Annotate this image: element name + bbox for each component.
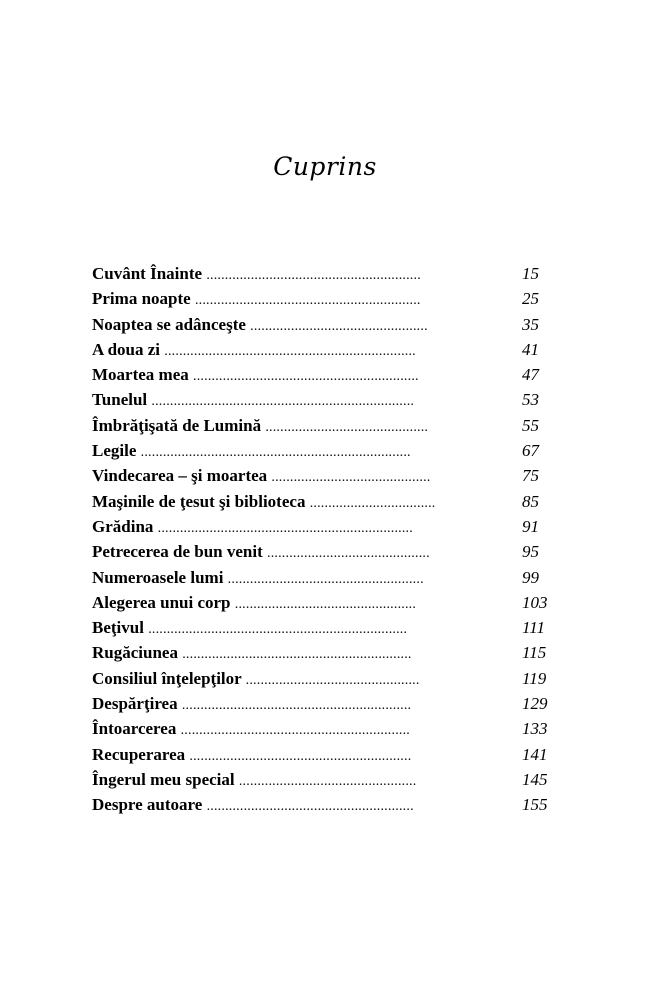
toc-leader-dots: ............................................................ [189, 748, 412, 764]
toc-entry [92, 463, 512, 490]
toc-row [92, 286, 562, 311]
toc-leader-dots: ............................................ [265, 419, 429, 435]
toc-entry [92, 539, 512, 566]
toc-row [92, 413, 562, 438]
toc-leader-dots: ......................................................................... [140, 445, 411, 461]
toc-title: Moartea mea [92, 365, 194, 385]
toc-entry [92, 691, 512, 718]
toc-leader-dots: .......................................................... [206, 268, 421, 283]
toc-entry [92, 438, 512, 465]
toc-page-number: 85 [522, 491, 539, 511]
toc-page-number: 95 [522, 542, 539, 562]
toc-title: Îngerul meu special [92, 769, 239, 789]
toc-entry [92, 590, 512, 617]
toc-leader-dots: ................................................. [234, 596, 417, 612]
toc-entry [92, 337, 512, 364]
toc-title: Consiliul înţelepţilor [92, 668, 246, 688]
toc-entry [92, 362, 512, 389]
toc-leader-dots: .............................................................. [181, 698, 412, 714]
toc-page-number: 67 [522, 441, 539, 461]
toc-title: Îmbrăţişată de Lumină [92, 415, 266, 435]
toc-leader-dots: ........................................................ [206, 799, 414, 815]
toc-page-number: 91 [522, 516, 539, 536]
toc-title: Despărţirea [92, 694, 182, 714]
toc-title: Cuvânt Înainte [92, 264, 207, 283]
toc-entry [92, 792, 512, 819]
toc-leader-dots: .............................................................. [180, 723, 411, 739]
toc-leader-dots: ..................................................... [227, 571, 424, 587]
toc-leader-dots: .................................................................... [164, 343, 416, 359]
toc-leader-dots: ................................................ [250, 318, 428, 334]
toc-entry [92, 666, 512, 693]
toc-leader-dots: ............................................ [267, 546, 430, 562]
toc-leader-dots: ............................................... [245, 672, 420, 688]
toc-page-number: 15 [522, 264, 539, 283]
toc-leader-dots: ........................................... [271, 470, 431, 486]
toc-title: Numeroasele lumi [92, 567, 228, 587]
toc-row [92, 742, 562, 767]
toc-title: Petrecerea de bun venit [92, 542, 267, 562]
toc-page-number: 47 [522, 365, 539, 385]
toc-row [92, 261, 562, 286]
toc-title: Despre autoare [92, 795, 207, 815]
toc-row [92, 565, 562, 590]
toc-row [92, 716, 562, 741]
toc-leader-dots: ....................................................................... [151, 394, 415, 410]
toc-page-number: 35 [522, 314, 539, 334]
toc-entry [92, 312, 512, 339]
toc-page-number: 119 [522, 668, 547, 688]
toc-entry [92, 514, 512, 541]
toc-row [92, 489, 562, 514]
toc-entry [92, 286, 512, 313]
toc-page-number: 53 [522, 390, 539, 410]
toc-page-number: 129 [522, 694, 548, 714]
toc-entry [92, 640, 512, 667]
toc-page-number: 75 [522, 466, 539, 486]
toc-title: Rugăciunea [92, 643, 183, 663]
toc-leader-dots: ................................................ [238, 773, 417, 789]
toc-entry [92, 387, 512, 414]
toc-title: Maşinile de ţesut şi biblioteca [92, 491, 310, 511]
toc-row [92, 312, 562, 337]
toc-entry [92, 489, 512, 516]
toc-page-number: 99 [522, 567, 539, 587]
toc-title: Alegerea unui corp [92, 592, 235, 612]
toc-title: Beţivul [92, 618, 149, 638]
toc-page-number: 103 [522, 592, 548, 612]
toc-title: Legile [92, 441, 141, 461]
toc-title: Prima noapte [92, 289, 195, 309]
table-of-contents [92, 261, 562, 818]
toc-page-number: 25 [522, 289, 539, 309]
toc-entry [92, 565, 512, 592]
toc-entry [92, 716, 512, 743]
toc-page-number: 41 [522, 339, 539, 359]
toc-leader-dots: ...................................................................... [148, 622, 408, 638]
toc-row [92, 666, 562, 691]
toc-entry [92, 413, 512, 440]
toc-page-number: 111 [522, 618, 545, 638]
toc-page-number: 141 [522, 744, 548, 764]
toc-row [92, 362, 562, 387]
toc-page-number: 155 [522, 795, 548, 815]
toc-leader-dots: ..................................................................... [157, 520, 413, 536]
toc-row [92, 438, 562, 463]
toc-title: A doua zi [92, 339, 165, 359]
toc-leader-dots: .................................. [309, 495, 436, 511]
toc-entry [92, 261, 512, 288]
toc-entry [92, 615, 512, 642]
toc-title: Vindecarea – şi moartea [92, 466, 272, 486]
toc-title: Recuperarea [92, 744, 190, 764]
toc-page-number: 115 [522, 643, 547, 663]
toc-leader-dots: ............................................................. [194, 293, 421, 309]
toc-row [92, 463, 562, 488]
toc-page-number: 55 [522, 415, 539, 435]
toc-row [92, 640, 562, 665]
toc-row [92, 539, 562, 564]
toc-page-number: 145 [522, 769, 548, 789]
toc-title: Noaptea se adânceşte [92, 314, 251, 334]
toc-row [92, 337, 562, 362]
toc-leader-dots: .............................................................. [182, 647, 412, 663]
toc-row [92, 590, 562, 615]
toc-title: Tunelul [92, 390, 152, 410]
toc-row [92, 615, 562, 640]
toc-entry [92, 742, 512, 769]
toc-entry [92, 767, 512, 794]
toc-row [92, 767, 562, 792]
toc-title: Întoarcerea [92, 719, 181, 739]
toc-leader-dots: ............................................................. [193, 369, 419, 385]
toc-page-number: 133 [522, 719, 548, 739]
toc-row [92, 691, 562, 716]
toc-row [92, 387, 562, 412]
toc-row [92, 514, 562, 539]
toc-row [92, 792, 562, 817]
toc-title: Grădina [92, 516, 158, 536]
page-title: Cuprins [273, 152, 377, 181]
